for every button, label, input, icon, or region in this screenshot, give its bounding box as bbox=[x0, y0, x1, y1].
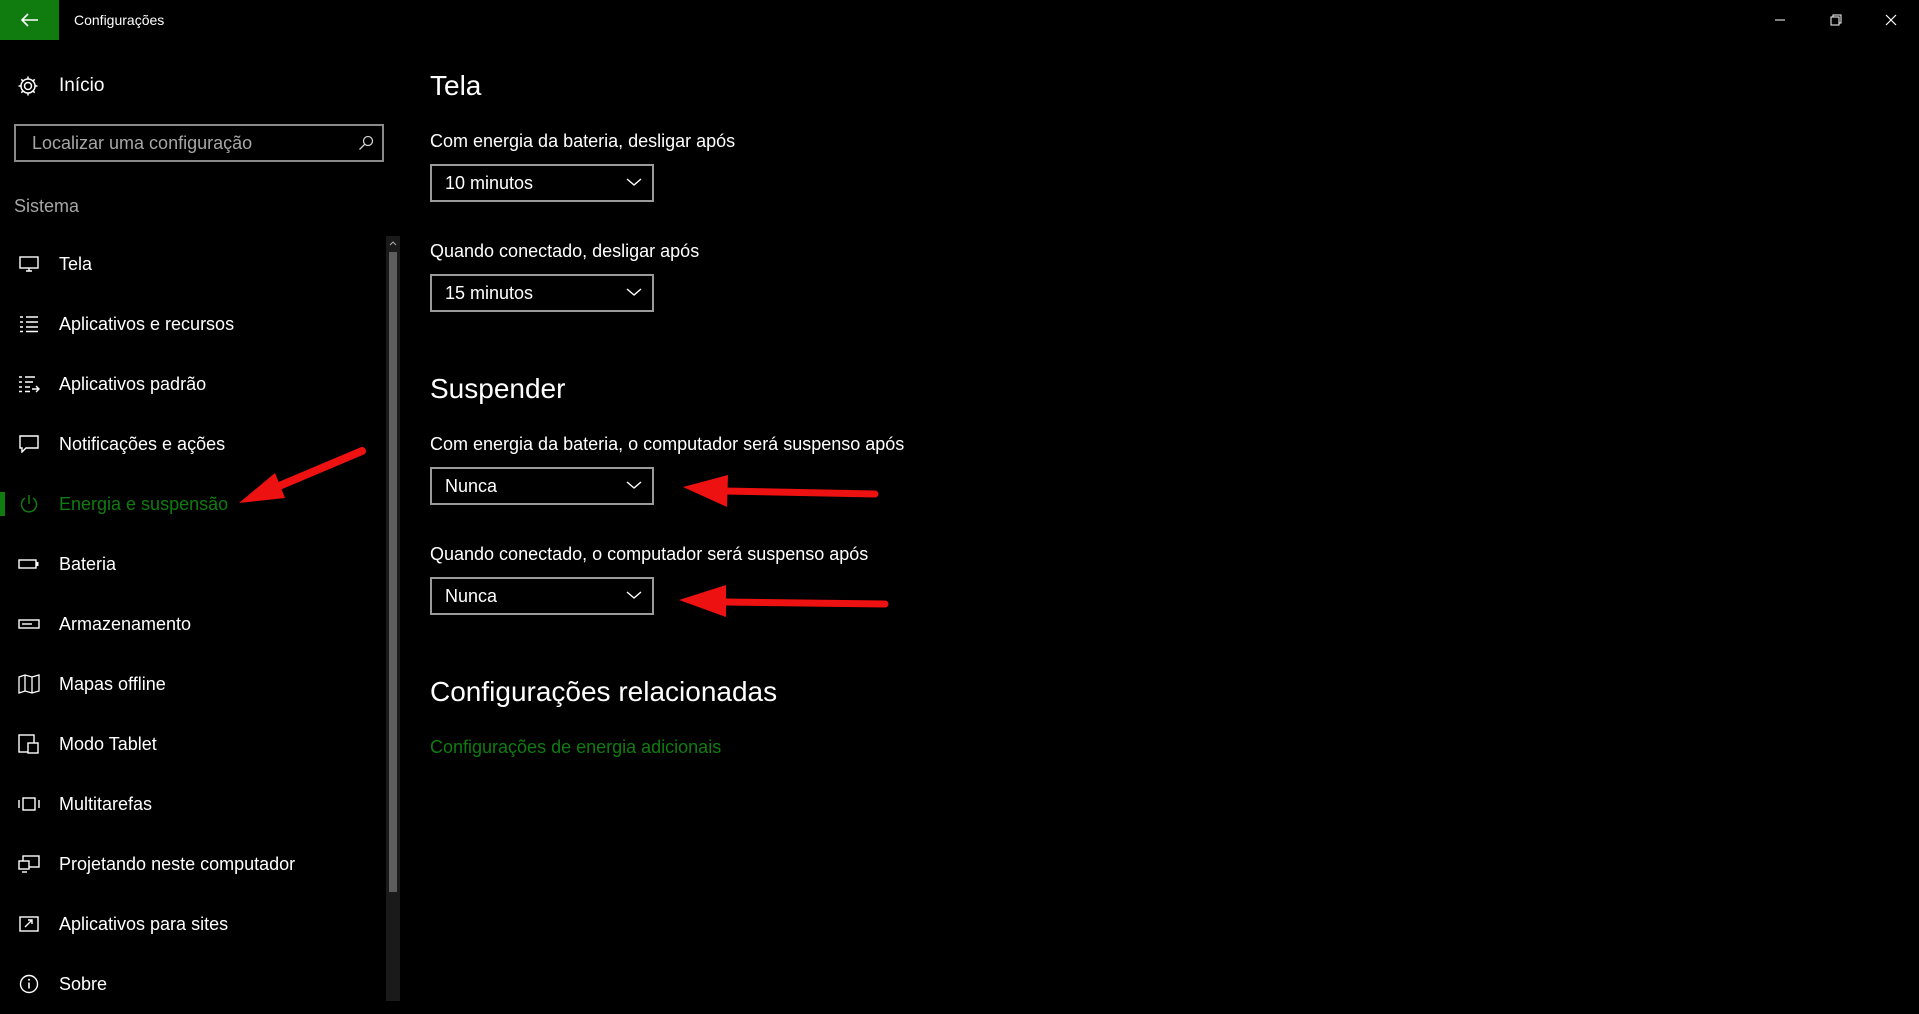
sidebar-scrollbar[interactable] bbox=[386, 236, 400, 1001]
chevron-down-icon bbox=[626, 287, 642, 297]
screen-battery-label: Com energia da bateria, desligar após bbox=[430, 131, 736, 151]
annotation-arrow-sleep-battery bbox=[680, 472, 880, 512]
sidebar-item-label: Aplicativos para sites bbox=[59, 913, 229, 934]
section-label: Sistema bbox=[14, 196, 80, 216]
home-label: Início bbox=[59, 75, 105, 96]
battery-icon bbox=[18, 554, 40, 574]
sidebar-item-aplicativos-padrao[interactable] bbox=[0, 354, 380, 414]
title-bar bbox=[0, 0, 1919, 40]
search-icon[interactable] bbox=[358, 135, 374, 151]
sidebar-item-sobre[interactable] bbox=[0, 954, 380, 1014]
sidebar-item-label: Aplicativos e recursos bbox=[59, 313, 235, 334]
sidebar-item-aplicativos-para-sites[interactable] bbox=[0, 894, 380, 954]
apps-list-icon bbox=[18, 314, 40, 334]
sidebar-item-aplicativos-e-recursos[interactable] bbox=[0, 294, 380, 354]
sidebar-item-modo-tablet[interactable] bbox=[0, 714, 380, 774]
dropdown-value: Nunca bbox=[445, 475, 498, 496]
dropdown-value: 10 minutos bbox=[445, 172, 534, 193]
chevron-down-icon bbox=[626, 590, 642, 600]
gear-icon bbox=[17, 75, 39, 97]
section-heading-sleep: Suspender bbox=[430, 373, 566, 404]
sleep-battery-dropdown[interactable] bbox=[430, 467, 654, 505]
sidebar-item-label: Projetando neste computador bbox=[59, 853, 296, 874]
tablet-mode-icon bbox=[18, 734, 40, 754]
map-icon bbox=[18, 674, 40, 694]
sleep-battery-label: Com energia da bateria, o computador será suspenso após bbox=[430, 434, 905, 454]
additional-power-settings-link[interactable]: Configurações de energia adicionais bbox=[430, 737, 722, 757]
sidebar-item-projetando-neste-computador[interactable] bbox=[0, 834, 380, 894]
sidebar-item-tela[interactable] bbox=[0, 234, 380, 294]
chevron-down-icon bbox=[626, 177, 642, 187]
sidebar-item-label: Multitarefas bbox=[59, 793, 153, 814]
screen-plugged-label: Quando conectado, desligar após bbox=[430, 241, 700, 261]
apps-for-websites-icon bbox=[18, 914, 40, 934]
sidebar-item-label: Notificações e ações bbox=[59, 433, 226, 454]
sidebar-item-mapas-offline[interactable] bbox=[0, 654, 380, 714]
back-button[interactable] bbox=[0, 0, 59, 40]
storage-icon bbox=[18, 614, 40, 634]
sidebar-item-multitarefas[interactable] bbox=[0, 774, 380, 834]
sidebar-item-label: Mapas offline bbox=[59, 673, 166, 694]
sidebar-nav bbox=[0, 234, 380, 1014]
close-button[interactable] bbox=[1863, 0, 1919, 40]
sidebar-item-label: Energia e suspensão bbox=[59, 493, 229, 514]
projecting-icon bbox=[18, 854, 40, 874]
chevron-down-icon bbox=[626, 480, 642, 490]
close-icon bbox=[1885, 14, 1897, 26]
search-box[interactable] bbox=[14, 124, 384, 162]
sleep-plugged-label: Quando conectado, o computador será suspenso após bbox=[430, 544, 869, 564]
sleep-plugged-dropdown[interactable] bbox=[430, 577, 654, 615]
power-icon bbox=[18, 494, 40, 514]
scroll-up-icon[interactable] bbox=[386, 238, 400, 248]
annotation-arrow-sleep-plugged bbox=[676, 582, 890, 622]
dropdown-value: 15 minutos bbox=[445, 282, 534, 303]
minimize-icon bbox=[1774, 14, 1786, 26]
annotation-arrow-sidebar bbox=[225, 440, 375, 510]
app-title: Configurações bbox=[74, 12, 165, 28]
sidebar-item-label: Sobre bbox=[59, 973, 108, 994]
back-arrow-icon bbox=[21, 13, 39, 27]
sidebar-item-armazenamento[interactable] bbox=[0, 594, 380, 654]
scroll-thumb[interactable] bbox=[389, 252, 397, 892]
section-heading-screen: Tela bbox=[430, 70, 482, 101]
sidebar-item-label: Modo Tablet bbox=[59, 733, 157, 754]
sidebar-item-label: Armazenamento bbox=[59, 613, 192, 634]
screen-battery-dropdown[interactable] bbox=[430, 164, 654, 202]
default-apps-icon bbox=[18, 374, 40, 394]
active-indicator bbox=[0, 492, 5, 516]
sidebar-item-label: Tela bbox=[59, 253, 93, 274]
screen-plugged-dropdown[interactable] bbox=[430, 274, 654, 312]
sidebar-item-label: Aplicativos padrão bbox=[59, 373, 207, 394]
sidebar-item-label: Bateria bbox=[59, 553, 117, 574]
home-link[interactable] bbox=[17, 72, 104, 100]
info-icon bbox=[18, 974, 40, 994]
section-heading-related: Configurações relacionadas bbox=[430, 676, 778, 707]
sidebar-item-bateria[interactable] bbox=[0, 534, 380, 594]
dropdown-value: Nunca bbox=[445, 585, 498, 606]
notification-icon bbox=[18, 434, 40, 454]
restore-button[interactable] bbox=[1808, 0, 1864, 40]
restore-icon bbox=[1830, 14, 1842, 26]
monitor-icon bbox=[18, 254, 40, 274]
search-input[interactable] bbox=[30, 132, 354, 155]
multitasking-icon bbox=[18, 794, 40, 814]
minimize-button[interactable] bbox=[1752, 0, 1808, 40]
